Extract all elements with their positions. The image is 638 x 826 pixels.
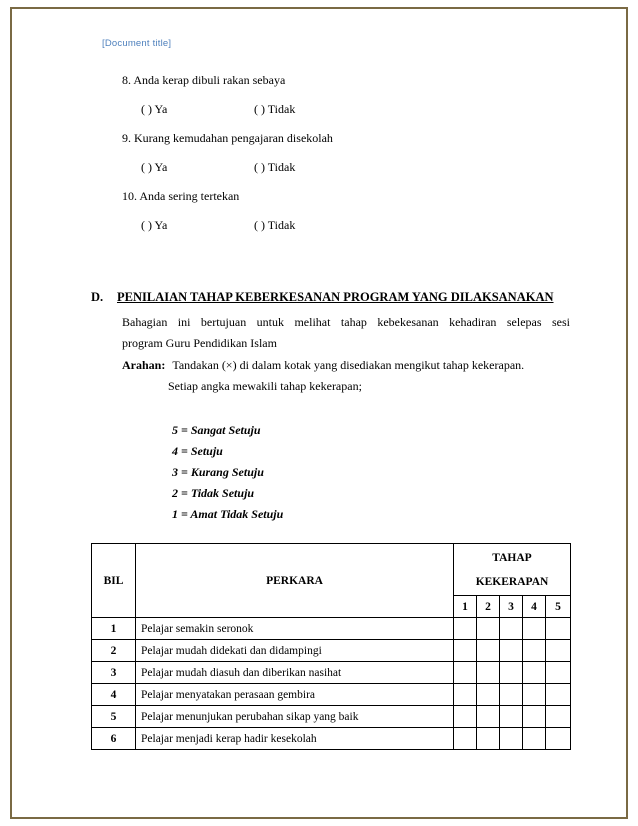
header-perkara: PERKARA [136,544,454,618]
instruction-label: Arahan: [122,358,166,372]
row-number: 6 [92,728,136,750]
question-10-yes-option[interactable]: ( ) Ya [141,218,168,232]
rating-cell[interactable] [477,728,500,750]
question-9-no-option[interactable]: ( ) Tidak [254,160,296,174]
rating-cell[interactable] [500,640,523,662]
question-8-no-option[interactable]: ( ) Tidak [254,102,296,116]
rating-cell[interactable] [454,728,477,750]
scale-col-5: 5 [546,596,571,618]
rating-cell[interactable] [477,662,500,684]
table-row [92,728,571,750]
rating-cell[interactable] [523,662,546,684]
row-number: 4 [92,684,136,706]
scale-item-2: 2 = Tidak Setuju [172,486,255,500]
row-number: 3 [92,662,136,684]
rating-cell[interactable] [477,706,500,728]
rating-cell[interactable] [523,618,546,640]
rating-cell[interactable] [500,706,523,728]
rating-cell[interactable] [500,618,523,640]
rating-cell[interactable] [477,684,500,706]
table-row [92,684,571,706]
scale-col-3: 3 [500,596,523,618]
scale-item-5: 5 = Sangat Setuju [172,423,261,437]
rating-cell[interactable] [454,640,477,662]
rating-cell[interactable] [454,618,477,640]
scale-item-3: 3 = Kurang Setuju [172,465,264,479]
question-8-yes-option[interactable]: ( ) Ya [141,102,168,116]
row-number: 1 [92,618,136,640]
row-item: Pelajar menyatakan perasaan gembira [136,684,454,706]
rating-cell[interactable] [546,640,571,662]
instruction-line-2: Setiap angka mewakili tahap kekerapan; [168,379,362,393]
scale-item-4: 4 = Setuju [172,444,223,458]
section-intro-line-2: program Guru Pendidikan Islam [122,336,277,350]
rating-cell[interactable] [546,728,571,750]
rating-cell[interactable] [500,662,523,684]
rating-cell[interactable] [454,662,477,684]
scale-col-1: 1 [454,596,477,618]
header-tahap-kekerapan [454,544,571,596]
row-item: Pelajar menunjukan perubahan sikap yang baik [136,706,454,728]
rating-cell[interactable] [500,728,523,750]
row-item: Pelajar menjadi kerap hadir kesekolah [136,728,454,750]
rating-cell[interactable] [454,684,477,706]
document-title: [Document title] [102,38,172,49]
header-bil: BIL [92,544,136,618]
question-9-yes-option[interactable]: ( ) Ya [141,160,168,174]
rating-cell[interactable] [454,706,477,728]
rating-cell[interactable] [523,706,546,728]
rating-cell[interactable] [546,706,571,728]
table-row [92,618,571,640]
rating-cell[interactable] [546,618,571,640]
rating-cell[interactable] [546,684,571,706]
rating-cell[interactable] [477,640,500,662]
question-9: 9. Kurang kemudahan pengajaran disekolah [122,131,333,145]
row-item: Pelajar mudah diasuh dan diberikan nasihat [136,662,454,684]
section-title: PENILAIAN TAHAP KEBERKESANAN PROGRAM YANG DILAKSANAKAN [117,290,554,304]
row-number: 5 [92,706,136,728]
scale-col-2: 2 [477,596,500,618]
table-row [92,662,571,684]
row-item: Pelajar semakin seronok [136,618,454,640]
rating-cell[interactable] [523,728,546,750]
row-number: 2 [92,640,136,662]
row-item: Pelajar mudah didekati dan didampingi [136,640,454,662]
rating-cell[interactable] [477,618,500,640]
rating-cell[interactable] [546,662,571,684]
question-10-no-option[interactable]: ( ) Tidak [254,218,296,232]
scale-item-1: 1 = Amat Tidak Setuju [172,507,284,521]
header-tahap: TAHAP [492,551,532,564]
header-kekerapan: KEKERAPAN [475,575,549,588]
table-row [92,706,571,728]
table-row [92,640,571,662]
instruction-text: Tandakan (×) di dalam kotak yang disediakan mengikut tahap kekerapan. [172,358,525,372]
question-10: 10. Anda sering tertekan [122,189,240,203]
rating-cell[interactable] [523,684,546,706]
section-letter: D. [91,290,104,304]
assessment-table [91,543,571,750]
section-intro-line-1: Bahagian ini bertujuan untuk melihat tahap kebekesanan kehadiran selepas sesi [122,315,570,329]
instruction-line [122,358,524,373]
rating-cell[interactable] [500,684,523,706]
rating-cell[interactable] [523,640,546,662]
scale-col-4: 4 [523,596,546,618]
question-8: 8. Anda kerap dibuli rakan sebaya [122,73,286,87]
